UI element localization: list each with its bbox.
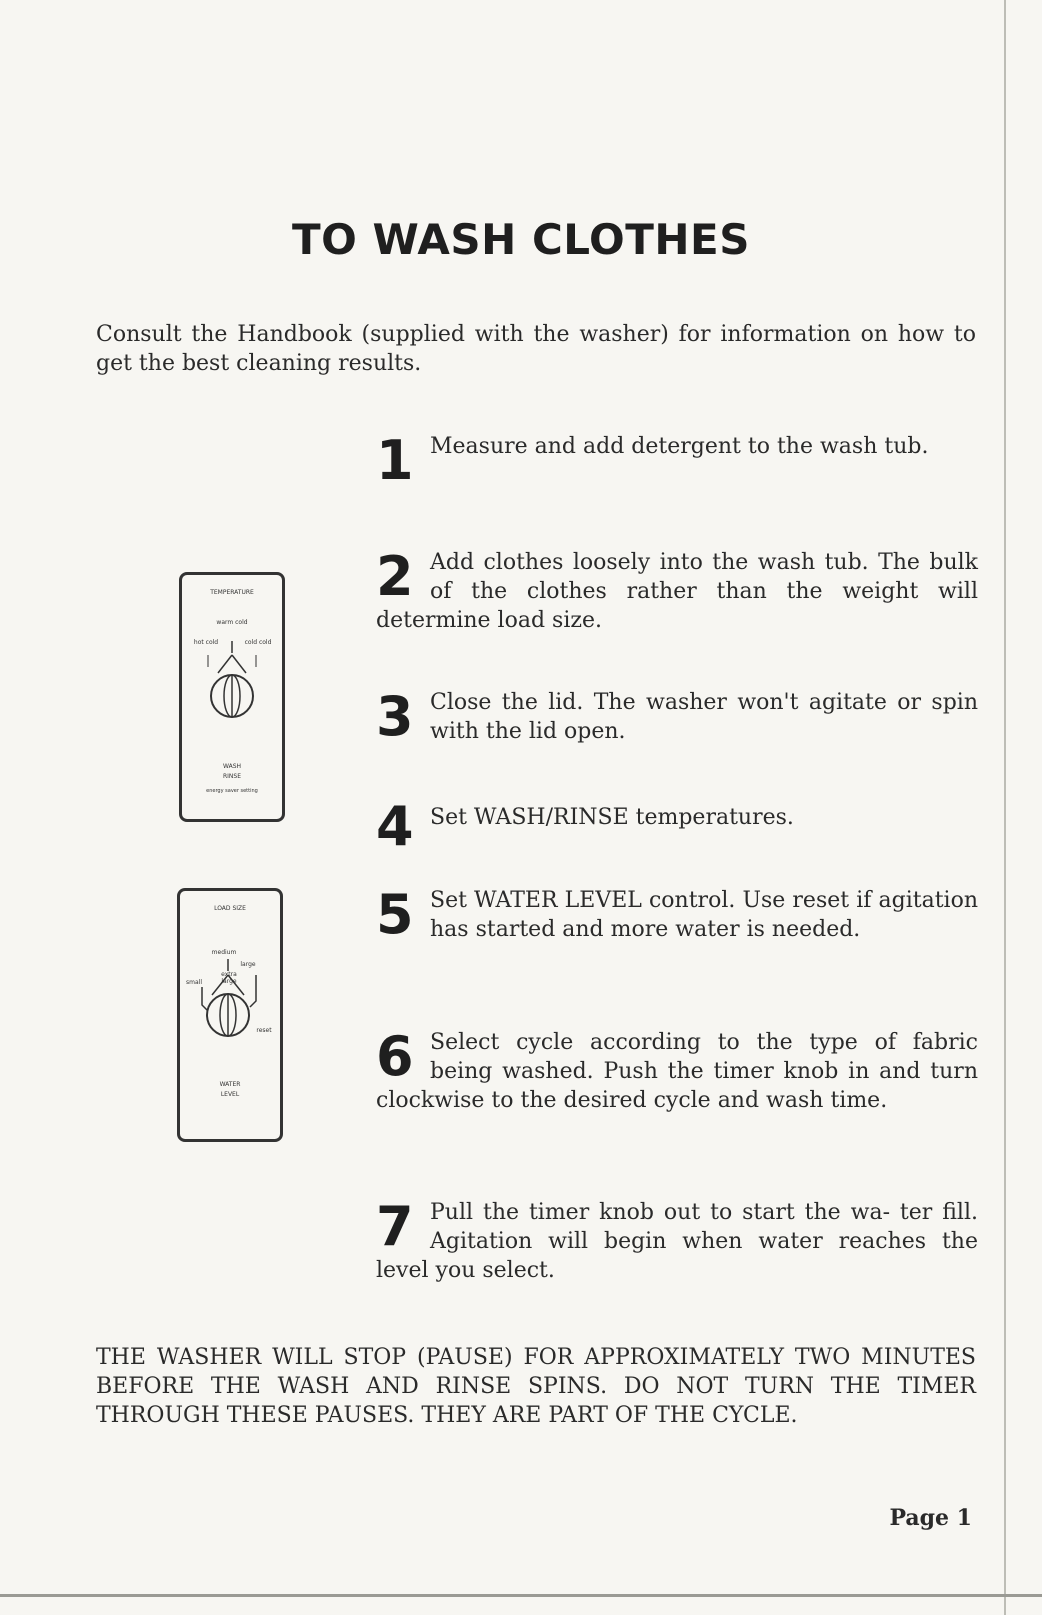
step-text: Set WATER LEVEL control. Use reset if agitation has started and more water is needed. [430,888,978,942]
step-text: Measure and add detergent to the wash tub. [430,434,929,459]
water-level-dial-medium: medium [211,949,237,956]
step-number: 1 [376,429,414,492]
water-level-dial-reset: reset [256,1027,272,1034]
step-1 [376,429,978,492]
intro-paragraph: Consult the Handbook (supplied with the washer) for information on how to get the best cleaning results. [96,322,976,376]
temperature-dial-header: TEMPERATURE [210,589,254,596]
step-number: 2 [376,545,414,608]
step-7 [376,1195,978,1285]
water-level-dial-water: WATER [219,1081,241,1088]
step-number: 6 [376,1025,414,1088]
water-level-dial-level: LEVEL [220,1091,240,1098]
temperature-dial-warm-cold: warm cold [216,619,248,626]
temperature-dial-wash: WASH [222,763,242,770]
step-6 [376,1025,978,1115]
page-number: Page 1 [889,1505,972,1531]
step-5 [376,883,978,946]
pause-warning: THE WASHER WILL STOP (PAUSE) FOR APPROXIMATELY TWO MINUTES BEFORE THE WASH AND RINSE SPINS. DO NOT TURN THE TIMER THROUGH THESE PAUSES. THEY ARE PART OF THE CYCLE. [96,1345,976,1428]
page-bottom-rule [0,1594,1042,1597]
page-title: TO WASH CLOTHES [292,215,750,264]
water-level-knob-icon [180,891,280,1139]
step-text: Close the lid. The washer won't agitate or spin with the lid open. [430,690,978,744]
water-level-dial-large: large [240,961,256,968]
water-level-dial-small: small [186,979,202,986]
water-level-dial-extra-large: extra large [221,971,237,985]
temperature-dial-cold-cold: cold cold [244,639,272,646]
step-text: Select cycle according to the type of fabric being washed. Push the timer knob in and turn clockwise to the desired cycle and wash time. [376,1030,978,1113]
water-level-dial-illustration [177,888,283,1142]
water-level-dial-header: LOAD SIZE [214,905,246,912]
step-4 [376,795,978,858]
step-number: 3 [376,685,414,748]
step-number: 7 [376,1195,414,1258]
step-text: Pull the timer knob out to start the wa- ter fill. Agitation will begin when water reaches the level you select. [376,1200,978,1283]
step-number: 4 [376,795,414,858]
step-2 [376,545,978,635]
step-number: 5 [376,883,414,946]
step-3 [376,685,978,748]
temperature-dial-rinse: RINSE [222,773,242,780]
step-text: Set WASH/RINSE temperatures. [430,805,794,830]
temperature-knob-icon [182,575,282,819]
temperature-dial-hot-cold: hot cold [193,639,219,646]
temperature-dial-illustration [179,572,285,822]
temperature-dial-energy-saver: energy saver setting [206,788,258,794]
step-text: Add clothes loosely into the wash tub. The bulk of the clothes rather than the weight will determine load size. [376,550,978,633]
